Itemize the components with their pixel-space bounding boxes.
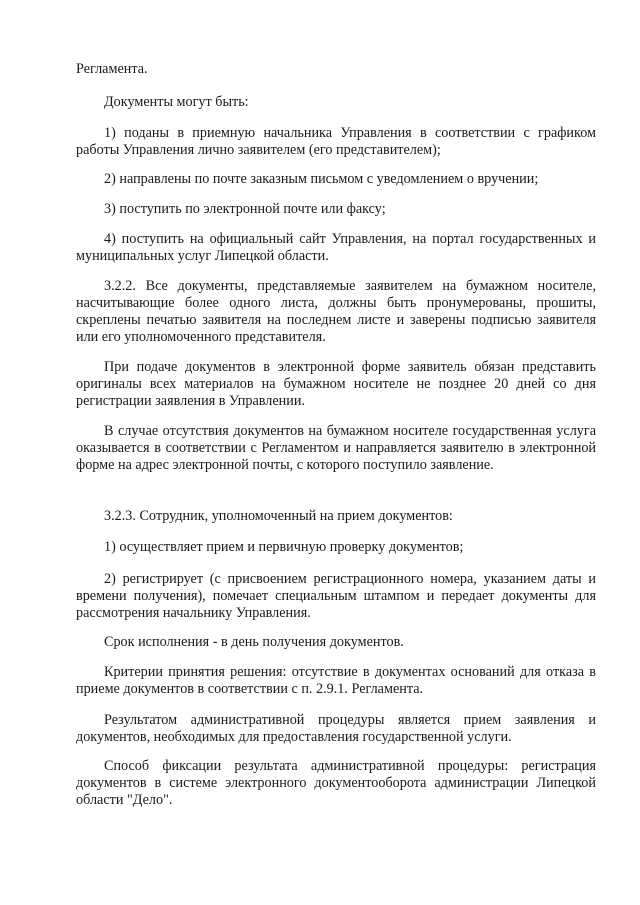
paragraph-decision-criteria: Критерии принятия решения: отсутствие в документах оснований для отказа в приеме документов в соответствии с п. 2.9.1. Регламента. [76,664,596,697]
paragraph-no-paper-documents: В случае отсутствия документов на бумажном носителе государственная услуга оказывается в соответствии с Регламентом и направляется заявителю в электронной форме на адрес электронной почты, с которого поступило заявление. [76,423,596,473]
paragraph-item-1: 1) поданы в приемную начальника Управления в соответствии с графиком работы Управления лично заявителем (его представителем); [76,125,596,158]
paragraph-item-2: 2) направлены по почте заказным письмом с уведомлением о вручении; [104,171,539,187]
paragraph-item-4: 4) поступить на официальный сайт Управления, на портал государственных и муниципальных услуг Липецкой области. [76,231,596,264]
paragraph-employee-item-2: 2) регистрирует (с присвоением регистрационного номера, указанием даты и времени получения), помечает специальным штампом и передает документы для рассмотрения начальнику Управления. [76,571,596,621]
paragraph-documents-intro: Документы могут быть: [104,94,249,110]
paragraph-employee-item-1: 1) осуществляет прием и первичную проверку документов; [104,539,464,555]
paragraph-3-2-2: 3.2.2. Все документы, представляемые заявителем на бумажном носителе, насчитывающие более одного листа, должны быть пронумерованы, прошиты, скреплены печатью заявителя на последнем листе и заверены подписью заявителя или его уполномоченного представителя. [76,278,596,345]
paragraph-continuation: Регламента. [76,61,148,77]
paragraph-deadline: Срок исполнения - в день получения документов. [104,634,404,650]
paragraph-electronic-form: При подаче документов в электронной форме заявитель обязан представить оригиналы всех материалов на бумажном носителе не позднее 20 дней со дня регистрации заявления в Управлении. [76,359,596,409]
paragraph-result-recording: Способ фиксации результата административной процедуры: регистрация документов в системе электронного документооборота администрации Липецкой области "Дело". [76,758,596,808]
paragraph-procedure-result: Результатом административной процедуры является прием заявления и документов, необходимых для предоставления государственной услуги. [76,712,596,745]
paragraph-item-3: 3) поступить по электронной почте или факсу; [104,201,386,217]
paragraph-3-2-3: 3.2.3. Сотрудник, уполномоченный на прием документов: [104,508,453,524]
